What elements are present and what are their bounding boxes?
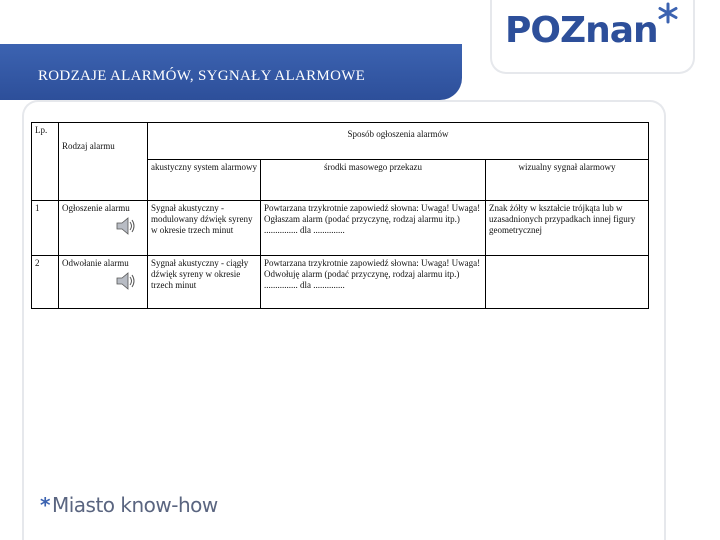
- subheader-acoustic: akustyczny system alarmowy: [148, 160, 261, 201]
- cell-type: [59, 201, 148, 256]
- speaker-icon[interactable]: [114, 216, 138, 236]
- table-header-row: [32, 123, 649, 160]
- alarm-table: [31, 122, 649, 309]
- table-row: [32, 201, 649, 256]
- cell-media: Powtarzana trzykrotnie zapowiedź słowna: Uwaga! Uwaga! Odwołuję alarm (podać przyczynę, rodzaj alarmu itp.) ............... dla ..............: [261, 256, 486, 309]
- cell-media: Powtarzana trzykrotnie zapowiedź słowna: Uwaga! Uwaga! Ogłaszam alarm (podać przyczynę, rodzaj alarmu itp.) ............... dla ..............: [261, 201, 486, 256]
- table-row: [32, 256, 649, 309]
- page-title: RODZAJE ALARMÓW, SYGNAŁY ALARMOWE: [38, 68, 366, 84]
- cell-acoustic: Sygnał akustyczny - ciągły dźwięk syreny w okresie trzech minut: [148, 256, 261, 309]
- alarm-type-label: Ogłoszenie alarmu: [62, 203, 130, 213]
- footer-text: Miasto know-how: [51, 493, 218, 517]
- cell-type: [59, 256, 148, 309]
- header-lp: Lp.: [32, 123, 59, 201]
- header-method: Sposób ogłoszenia alarmów: [148, 123, 649, 160]
- footer-tagline: [40, 493, 218, 517]
- cell-lp: 1: [32, 201, 59, 256]
- cell-lp: 2: [32, 256, 59, 309]
- subheader-media: środki masowego przekazu: [261, 160, 486, 201]
- title-bar: [0, 44, 462, 100]
- alarm-type-label: Odwołanie alarmu: [62, 258, 129, 268]
- speaker-icon[interactable]: [114, 271, 138, 291]
- footer-asterisk: *: [40, 493, 50, 517]
- cell-visual: Znak żółty w kształcie trójkąta lub w uzasadnionych przypadkach innej figury geometrycznej: [486, 201, 649, 256]
- subheader-visual: wizualny sygnał alarmowy: [486, 160, 649, 201]
- cell-visual: [486, 256, 649, 309]
- header-type: Rodzaj alarmu: [59, 123, 148, 201]
- logo: POZnan: [505, 10, 658, 51]
- star-icon: [657, 2, 679, 24]
- cell-acoustic: Sygnał akustyczny - modulowany dźwięk syreny w okresie trzech minut: [148, 201, 261, 256]
